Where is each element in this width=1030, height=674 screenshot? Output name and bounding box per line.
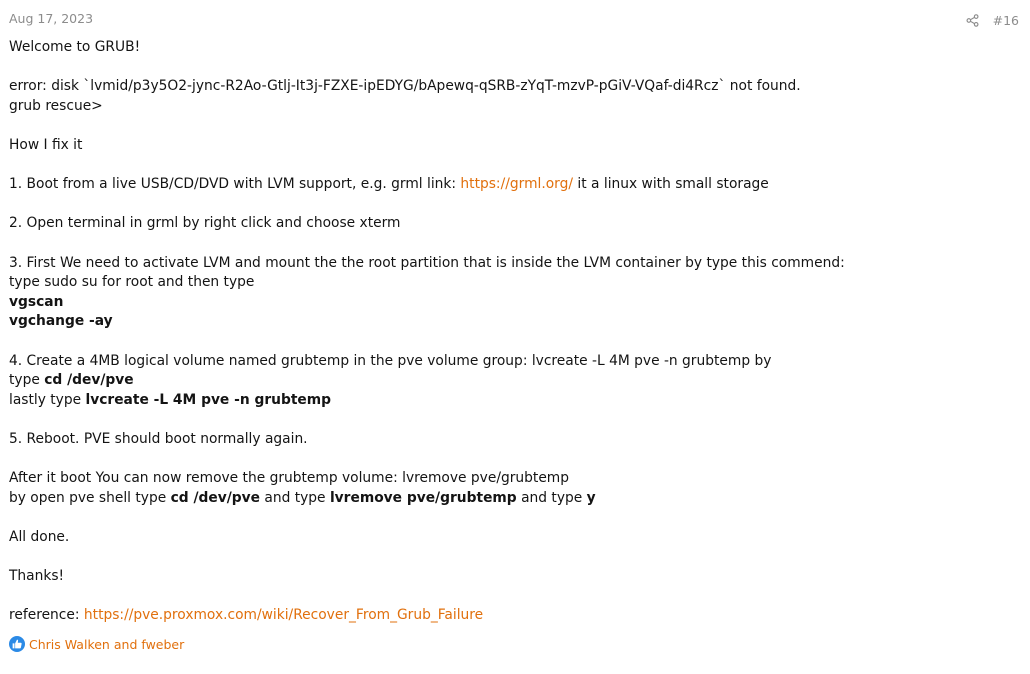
thanks-line: Thanks! bbox=[9, 568, 65, 585]
step1-suffix: it a linux with small storage bbox=[573, 176, 769, 193]
message-body bbox=[9, 38, 1030, 626]
reactions-bar bbox=[9, 636, 184, 652]
step4-lastly-line bbox=[9, 391, 1030, 411]
step4-type-label: type bbox=[9, 372, 45, 389]
error-line: error: disk `lvmid/p3y5O2-jync-R2Ao-Gtlj-It3j-FZXE-ipEDYG/bApewq-qSRB-zYqT-mzvP-pGiV-VQaf-di4Rcz` not found. bbox=[9, 78, 801, 95]
post-date[interactable]: Aug 17, 2023 bbox=[9, 11, 94, 26]
step4-lastly-label: lastly type bbox=[9, 391, 86, 408]
step1-prefix: 1. Boot from a live USB/CD/DVD with LVM support, e.g. grml link: bbox=[9, 176, 461, 193]
rescue-prompt-line: grub rescue> bbox=[9, 97, 103, 114]
step1-line bbox=[9, 175, 1030, 195]
after2-and-2: and type bbox=[516, 489, 587, 506]
welcome-line: Welcome to GRUB! bbox=[9, 39, 141, 55]
vgscan-command bbox=[9, 293, 1030, 313]
step3-line: 3. First We need to activate LVM and mount the the root partition that is inside the LVM container by type this commend: bbox=[9, 254, 845, 271]
reference-line bbox=[9, 606, 1030, 626]
step2-line: 2. Open terminal in grml by right click and choose xterm bbox=[9, 215, 401, 232]
after2-and-1: and type bbox=[260, 489, 330, 506]
step4-line: 4. Create a 4MB logical volume named grubtemp in the pve volume group: lvcreate -L 4M pve -n grubtemp by bbox=[9, 352, 772, 369]
step4-lvcreate-command: lvcreate -L 4M pve -n grubtemp bbox=[85, 391, 332, 408]
after-line-2 bbox=[9, 489, 1030, 509]
grml-link[interactable]: https://grml.org/ bbox=[460, 176, 573, 193]
vgscan-bold: vgscan bbox=[9, 293, 64, 310]
vgchange-command bbox=[9, 312, 1030, 332]
how-fix-line: How I fix it bbox=[9, 136, 83, 153]
reaction-and: and bbox=[113, 636, 138, 652]
after-line-1: After it boot You can now remove the grubtemp volume: lvremove pve/grubtemp bbox=[9, 470, 569, 487]
after2-cd-command: cd /dev/pve bbox=[170, 489, 260, 506]
post-number-link[interactable]: #16 bbox=[992, 13, 1019, 28]
step4-cd-command: cd /dev/pve bbox=[44, 372, 134, 389]
step3-sub-line: type sudo su for root and then type bbox=[9, 274, 255, 291]
reaction-user-fweber[interactable]: fweber bbox=[141, 636, 185, 652]
vgchange-bold: vgchange -ay bbox=[9, 313, 113, 330]
step5-line: 5. Reboot. PVE should boot normally again. bbox=[9, 430, 308, 447]
reference-prefix: reference: bbox=[9, 607, 84, 624]
step4-type-line bbox=[9, 371, 1030, 391]
reference-link[interactable]: https://pve.proxmox.com/wiki/Recover_From_Grub_Failure bbox=[83, 607, 484, 624]
after2-lvremove-command: lvremove pve/grubtemp bbox=[329, 489, 517, 506]
after2-prefix: by open pve shell type bbox=[9, 489, 171, 506]
post-actions bbox=[966, 13, 1019, 28]
like-icon bbox=[9, 636, 25, 652]
reaction-user-chris-walken[interactable]: Chris Walken bbox=[29, 636, 110, 652]
all-done-line: All done. bbox=[9, 528, 70, 545]
after2-y-command: y bbox=[586, 489, 596, 506]
share-icon[interactable] bbox=[966, 14, 979, 27]
